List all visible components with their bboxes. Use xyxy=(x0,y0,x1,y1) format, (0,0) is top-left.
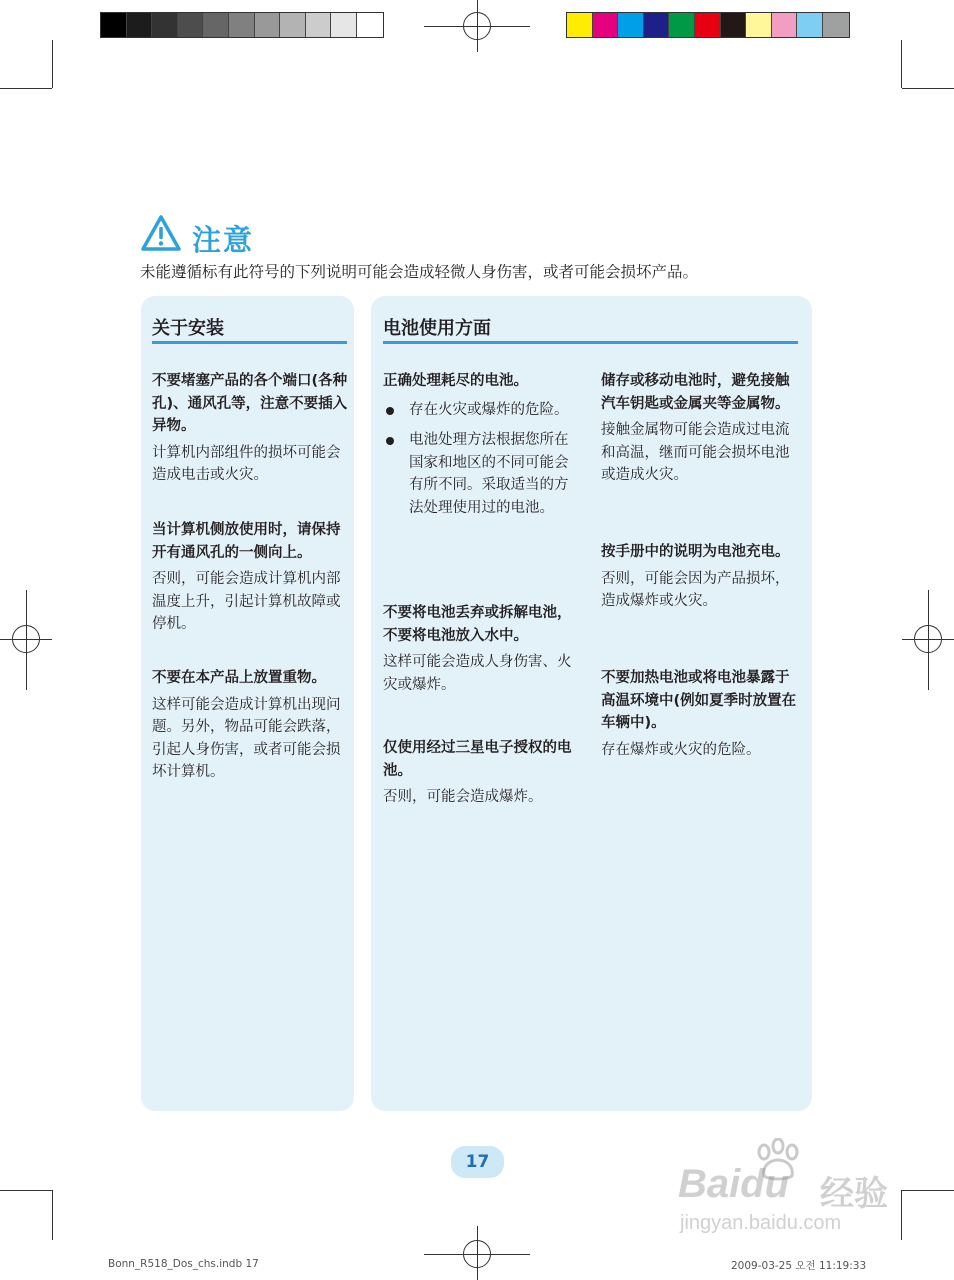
item-heading: 按手册中的说明为电池充电。 xyxy=(601,544,790,560)
bullet-list xyxy=(383,399,573,520)
registration-mark xyxy=(424,26,530,27)
battery-title-rule xyxy=(383,341,798,344)
item-text: 这样可能会造成计算机出现问题。另外，物品可能会跌落，引起人身伤害，或者可能会损坏计算机。 xyxy=(152,696,341,780)
color-swatch xyxy=(567,13,593,37)
gray-swatch xyxy=(255,13,281,37)
installation-item xyxy=(152,519,348,636)
color-swatch xyxy=(669,13,695,37)
page-number: 17 xyxy=(451,1146,504,1178)
bullet-item: 电池处理方法根据您所在国家和地区的不同可能会有所不同。采取适当的方法处理使用过的电池。 xyxy=(383,429,573,519)
process-color-bar xyxy=(566,12,850,38)
color-swatch xyxy=(823,13,849,37)
item-heading: 不要堵塞产品的各个端口(各种孔)、通风孔等，注意不要插入异物。 xyxy=(152,373,348,434)
watermark-url: jingyan.baidu.com xyxy=(680,1212,842,1234)
crop-mark xyxy=(0,1190,52,1191)
item-text: 计算机内部组件的损坏可能会造成电击或火灾。 xyxy=(152,444,341,483)
crop-mark xyxy=(902,88,954,89)
crop-mark xyxy=(902,1190,954,1191)
crop-mark xyxy=(52,1190,53,1240)
crop-mark xyxy=(901,40,902,88)
item-heading: 不要加热电池或将电池暴露于高温环境中(例如夏季时放置在车辆中)。 xyxy=(601,670,797,731)
item-text: 否则，可能会造成计算机内部温度上升，引起计算机故障或停机。 xyxy=(152,571,341,632)
battery-item xyxy=(383,370,573,527)
item-heading: 储存或移动电池时，避免接触汽车钥匙或金属夹等金属物。 xyxy=(601,373,790,412)
color-swatch xyxy=(797,13,823,37)
item-heading: 正确处理耗尽的电池。 xyxy=(383,373,528,389)
crop-mark xyxy=(52,40,53,88)
battery-item xyxy=(601,370,797,487)
registration-mark xyxy=(928,590,929,690)
color-swatch xyxy=(593,13,619,37)
gray-swatch xyxy=(306,13,332,37)
item-heading: 不要在本产品上放置重物。 xyxy=(152,670,326,686)
watermark-cn: 经验 xyxy=(820,1174,888,1214)
item-text: 否则，可能会因为产品损坏，造成爆炸或火灾。 xyxy=(601,570,790,609)
footer-timestamp: 2009-03-25 오전 11:19:33 xyxy=(731,1260,867,1272)
caution-description: 未能遵循标有此符号的下列说明可能会造成轻微人身伤害，或者可能会损坏产品。 xyxy=(140,263,699,281)
gray-swatch xyxy=(152,13,178,37)
installation-item xyxy=(152,667,348,784)
battery-item xyxy=(601,541,797,613)
warning-triangle-icon xyxy=(140,214,182,252)
gray-swatch xyxy=(127,13,153,37)
item-heading: 不要将电池丢弃或拆解电池，不要将电池放入水中。 xyxy=(383,605,572,644)
item-text: 否则，可能会造成爆炸。 xyxy=(383,789,543,805)
color-swatch xyxy=(618,13,644,37)
registration-mark xyxy=(26,590,27,690)
registration-mark xyxy=(0,639,52,640)
item-text: 接触金属物可能会造成过电流和高温，继而可能会损坏电池或造成火灾。 xyxy=(601,422,790,483)
gray-swatch xyxy=(101,13,127,37)
color-swatch xyxy=(746,13,772,37)
installation-title: 关于安装 xyxy=(152,318,224,339)
battery-title: 电池使用方面 xyxy=(383,318,491,339)
item-heading: 仅使用经过三星电子授权的电池。 xyxy=(383,740,572,779)
item-text: 存在爆炸或火灾的危险。 xyxy=(601,741,761,758)
watermark-brand: Baidu xyxy=(678,1162,790,1206)
gray-swatch xyxy=(229,13,255,37)
bullet-item: 存在火灾或爆炸的危险。 xyxy=(383,399,573,422)
installation-title-rule xyxy=(152,341,347,344)
gray-swatch xyxy=(203,13,229,37)
paw-icon xyxy=(752,1138,804,1184)
battery-item xyxy=(383,602,573,696)
caution-heading: 注意 xyxy=(192,223,255,257)
footer-filename: Bonn_R518_Dos_chs.indb 17 xyxy=(108,1258,259,1270)
color-swatch xyxy=(695,13,721,37)
installation-item xyxy=(152,370,348,487)
battery-item xyxy=(601,667,797,761)
item-text: 这样可能会造成人身伤害、火灾或爆炸。 xyxy=(383,654,572,693)
registration-mark xyxy=(902,639,954,640)
crop-mark xyxy=(0,88,52,89)
grayscale-color-bar xyxy=(100,12,384,38)
battery-item xyxy=(383,737,578,809)
gray-swatch xyxy=(357,13,383,37)
registration-mark xyxy=(424,1254,530,1255)
gray-swatch xyxy=(331,13,357,37)
gray-swatch xyxy=(178,13,204,37)
color-swatch xyxy=(721,13,747,37)
item-heading: 当计算机侧放使用时，请保持开有通风孔的一侧向上。 xyxy=(152,522,341,561)
registration-mark xyxy=(477,1226,478,1280)
color-swatch xyxy=(772,13,798,37)
gray-swatch xyxy=(280,13,306,37)
crop-mark xyxy=(901,1190,902,1240)
color-swatch xyxy=(644,13,670,37)
